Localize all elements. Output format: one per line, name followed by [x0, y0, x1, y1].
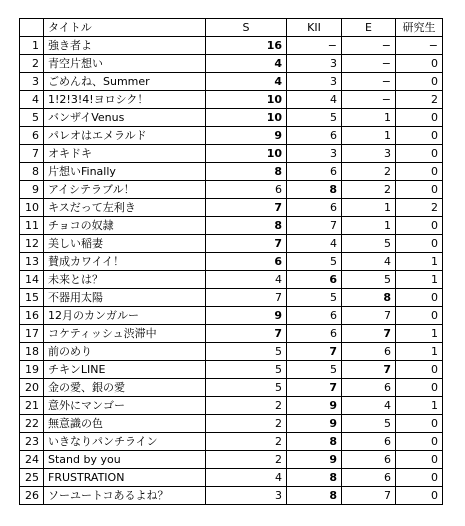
ranking-table: [19, 18, 443, 505]
table-row: [20, 145, 443, 163]
cell-kii: 5: [287, 253, 342, 271]
cell-kii: 7: [287, 379, 342, 397]
cell-title: 賛成カワイイ！: [44, 253, 206, 271]
cell-s: 9: [206, 127, 287, 145]
cell-kenkyusei: 1: [396, 325, 443, 343]
cell-title: チキンLINE: [44, 361, 206, 379]
cell-kenkyusei: 0: [396, 379, 443, 397]
cell-s: 7: [206, 325, 287, 343]
cell-title: バンザイVenus: [44, 109, 206, 127]
cell-e: 6: [342, 469, 396, 487]
cell-e: 4: [342, 253, 396, 271]
cell-e: 5: [342, 235, 396, 253]
cell-s: 8: [206, 163, 287, 181]
header-index: [20, 19, 44, 37]
cell-kii: 6: [287, 271, 342, 289]
cell-kii: 9: [287, 415, 342, 433]
header-kenkyusei: 研究生: [396, 19, 443, 37]
cell-e: 8: [342, 289, 396, 307]
cell-s: 9: [206, 307, 287, 325]
cell-title: 意外にマンゴー: [44, 397, 206, 415]
table-row: [20, 127, 443, 145]
cell-kenkyusei: 1: [396, 253, 443, 271]
cell-s: 4: [206, 73, 287, 91]
cell-kenkyusei: 0: [396, 217, 443, 235]
cell-s: 8: [206, 217, 287, 235]
table-row: [20, 343, 443, 361]
table-row: [20, 379, 443, 397]
cell-kii: 9: [287, 451, 342, 469]
cell-kenkyusei: 0: [396, 487, 443, 505]
cell-s: 5: [206, 343, 287, 361]
cell-title: チョコの奴隷: [44, 217, 206, 235]
cell-index: 12: [20, 235, 44, 253]
cell-index: 24: [20, 451, 44, 469]
cell-index: 14: [20, 271, 44, 289]
cell-s: 7: [206, 235, 287, 253]
cell-title: 未来とは？: [44, 271, 206, 289]
cell-index: 21: [20, 397, 44, 415]
table-row: [20, 253, 443, 271]
cell-s: 6: [206, 181, 287, 199]
cell-kii: 6: [287, 307, 342, 325]
cell-index: 9: [20, 181, 44, 199]
cell-title: Stand by you: [44, 451, 206, 469]
table-row: [20, 289, 443, 307]
cell-index: 10: [20, 199, 44, 217]
cell-kenkyusei: 1: [396, 343, 443, 361]
cell-kii: 7: [287, 217, 342, 235]
cell-index: 5: [20, 109, 44, 127]
cell-e: 6: [342, 433, 396, 451]
cell-kenkyusei: 0: [396, 235, 443, 253]
cell-kenkyusei: 1: [396, 271, 443, 289]
table-row: [20, 307, 443, 325]
cell-kenkyusei: 0: [396, 55, 443, 73]
cell-s: 10: [206, 145, 287, 163]
cell-title: 青空片想い: [44, 55, 206, 73]
table-row: [20, 55, 443, 73]
cell-kii: 6: [287, 325, 342, 343]
cell-kenkyusei: 0: [396, 289, 443, 307]
table-row: [20, 217, 443, 235]
cell-s: 16: [206, 37, 287, 55]
table-row: [20, 73, 443, 91]
cell-kii: 4: [287, 235, 342, 253]
cell-s: 2: [206, 415, 287, 433]
table-row: [20, 37, 443, 55]
cell-index: 23: [20, 433, 44, 451]
header-s: S: [206, 19, 287, 37]
cell-title: コケティッシュ渋滞中: [44, 325, 206, 343]
cell-index: 17: [20, 325, 44, 343]
cell-s: 2: [206, 451, 287, 469]
cell-index: 3: [20, 73, 44, 91]
cell-index: 20: [20, 379, 44, 397]
cell-title: ごめんね、Summer: [44, 73, 206, 91]
cell-index: 22: [20, 415, 44, 433]
cell-s: 7: [206, 289, 287, 307]
cell-title: いきなりパンチライン: [44, 433, 206, 451]
cell-s: 5: [206, 379, 287, 397]
cell-e: 3: [342, 145, 396, 163]
cell-kii: 5: [287, 109, 342, 127]
cell-e: 2: [342, 181, 396, 199]
cell-kii: 5: [287, 289, 342, 307]
cell-kenkyusei: 0: [396, 73, 443, 91]
cell-kii: 9: [287, 397, 342, 415]
cell-kenkyusei: 2: [396, 91, 443, 109]
cell-kenkyusei: 0: [396, 469, 443, 487]
cell-kenkyusei: 2: [396, 199, 443, 217]
cell-e: 7: [342, 361, 396, 379]
table-row: [20, 235, 443, 253]
cell-e: 7: [342, 487, 396, 505]
cell-kii: 4: [287, 91, 342, 109]
cell-title: キスだって左利き: [44, 199, 206, 217]
table-row: [20, 199, 443, 217]
cell-s: 4: [206, 271, 287, 289]
cell-title: 無意識の色: [44, 415, 206, 433]
cell-index: 8: [20, 163, 44, 181]
cell-title: 金の愛、銀の愛: [44, 379, 206, 397]
cell-s: 2: [206, 433, 287, 451]
header-e: E: [342, 19, 396, 37]
cell-kii: 3: [287, 55, 342, 73]
cell-title: 1!2!3!4!ヨロシク！: [44, 91, 206, 109]
cell-index: 13: [20, 253, 44, 271]
cell-kenkyusei: 0: [396, 451, 443, 469]
cell-index: 6: [20, 127, 44, 145]
cell-kii: 8: [287, 469, 342, 487]
header-row: [20, 19, 443, 37]
cell-kenkyusei: 0: [396, 307, 443, 325]
table-row: [20, 109, 443, 127]
table-row: [20, 487, 443, 505]
cell-index: 25: [20, 469, 44, 487]
table-row: [20, 361, 443, 379]
cell-s: 10: [206, 109, 287, 127]
cell-index: 19: [20, 361, 44, 379]
cell-e: 6: [342, 451, 396, 469]
cell-kenkyusei: 0: [396, 163, 443, 181]
cell-title: ソーユートコあるよね？: [44, 487, 206, 505]
table-row: [20, 325, 443, 343]
cell-title: 前のめり: [44, 343, 206, 361]
cell-e: 1: [342, 199, 396, 217]
cell-title: 美しい稲妻: [44, 235, 206, 253]
cell-title: アイシテラブル！: [44, 181, 206, 199]
cell-e: −: [342, 91, 396, 109]
cell-index: 15: [20, 289, 44, 307]
cell-kenkyusei: 0: [396, 181, 443, 199]
cell-e: 1: [342, 217, 396, 235]
cell-title: FRUSTRATION: [44, 469, 206, 487]
cell-e: 4: [342, 397, 396, 415]
cell-s: 5: [206, 361, 287, 379]
cell-index: 26: [20, 487, 44, 505]
cell-kenkyusei: 0: [396, 145, 443, 163]
header-kii: KII: [287, 19, 342, 37]
table-row: [20, 433, 443, 451]
cell-kii: 8: [287, 433, 342, 451]
cell-index: 7: [20, 145, 44, 163]
cell-e: 1: [342, 127, 396, 145]
cell-kenkyusei: 0: [396, 415, 443, 433]
cell-e: 7: [342, 307, 396, 325]
cell-kii: 8: [287, 181, 342, 199]
cell-index: 16: [20, 307, 44, 325]
table-row: [20, 451, 443, 469]
cell-title: パレオはエメラルド: [44, 127, 206, 145]
cell-kenkyusei: 0: [396, 433, 443, 451]
cell-kii: 8: [287, 487, 342, 505]
cell-kenkyusei: 0: [396, 109, 443, 127]
cell-title: 12月のカンガルー: [44, 307, 206, 325]
cell-s: 10: [206, 91, 287, 109]
cell-e: −: [342, 37, 396, 55]
cell-e: 6: [342, 343, 396, 361]
cell-index: 1: [20, 37, 44, 55]
cell-kenkyusei: 0: [396, 127, 443, 145]
cell-title: オキドキ: [44, 145, 206, 163]
cell-kenkyusei: −: [396, 37, 443, 55]
cell-title: 強き者よ: [44, 37, 206, 55]
table-row: [20, 181, 443, 199]
cell-kii: 7: [287, 343, 342, 361]
cell-index: 18: [20, 343, 44, 361]
table-row: [20, 397, 443, 415]
table-row: [20, 163, 443, 181]
cell-kii: 6: [287, 127, 342, 145]
cell-e: 7: [342, 325, 396, 343]
table-row: [20, 271, 443, 289]
cell-kii: −: [287, 37, 342, 55]
cell-s: 7: [206, 199, 287, 217]
cell-kii: 6: [287, 163, 342, 181]
cell-index: 4: [20, 91, 44, 109]
cell-s: 4: [206, 55, 287, 73]
table-row: [20, 415, 443, 433]
cell-index: 11: [20, 217, 44, 235]
cell-title: 片想いFinally: [44, 163, 206, 181]
table-row: [20, 469, 443, 487]
cell-kenkyusei: 1: [396, 397, 443, 415]
cell-e: 2: [342, 163, 396, 181]
cell-kenkyusei: 0: [396, 361, 443, 379]
cell-s: 3: [206, 487, 287, 505]
cell-e: −: [342, 55, 396, 73]
cell-kii: 3: [287, 145, 342, 163]
cell-kii: 6: [287, 199, 342, 217]
cell-e: 5: [342, 271, 396, 289]
table-row: [20, 91, 443, 109]
cell-e: 5: [342, 415, 396, 433]
cell-s: 6: [206, 253, 287, 271]
header-title: タイトル: [44, 19, 206, 37]
cell-title: 不器用太陽: [44, 289, 206, 307]
cell-e: 6: [342, 379, 396, 397]
cell-kii: 5: [287, 361, 342, 379]
cell-s: 4: [206, 469, 287, 487]
cell-s: 2: [206, 397, 287, 415]
cell-kii: 3: [287, 73, 342, 91]
cell-index: 2: [20, 55, 44, 73]
cell-e: 1: [342, 109, 396, 127]
cell-e: −: [342, 73, 396, 91]
table-body: [20, 37, 443, 505]
